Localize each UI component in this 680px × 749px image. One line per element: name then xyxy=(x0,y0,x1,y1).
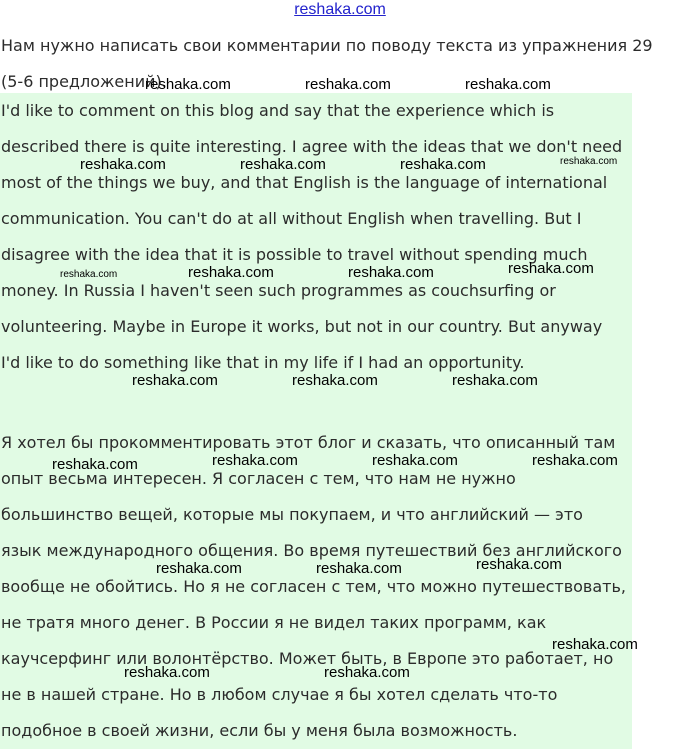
watermark: reshaka.com xyxy=(305,76,391,93)
watermark: reshaka.com xyxy=(145,76,231,93)
watermark: reshaka.com xyxy=(532,452,618,469)
watermark: reshaka.com xyxy=(132,372,218,389)
watermark: reshaka.com xyxy=(188,264,274,281)
watermark: reshaka.com xyxy=(560,156,618,167)
watermark: reshaka.com xyxy=(400,156,486,173)
answer-english: I'd like to comment on this blog and say that the experience which is described there is quite interesting. I agree with the ideas that we don't need most of the things we buy, and that English is the language of international communication. You can't do at all without English when travelling. But I disagree with the idea that it is possible to travel without spending much money. In Russia I haven't seen such programmes as couchsurfing or volunteering. Maybe in Europe it works, but not in our country. But anyway I'd like to do something like that in my life if I had an opportunity. xyxy=(1,101,623,372)
watermark: reshaka.com xyxy=(476,556,562,573)
watermark: reshaka.com xyxy=(324,664,410,681)
watermark: reshaka.com xyxy=(552,636,638,653)
answer-russian: Я хотел бы прокомментировать этот блог и сказать, что описанный там опыт весьма интересен. Я согласен с тем, что нам не нужно большинство вещей, которые мы покупаем, и что английский — это язык международного общения. Во время путешествий без английского вообще не обойтись. Но я не согласен с тем, что можно путешествовать, не тратя много денег. В России я не видел таких программ, как каучсерфинг или волонтёрство. Может быть, в Европе это работает, но не в нашей стране. Но в любом случае я бы хотел сделать что-то подобное в своей жизни, если бы у меня была возможность. xyxy=(1,433,626,740)
watermark: reshaka.com xyxy=(465,76,551,93)
watermark: reshaka.com xyxy=(240,156,326,173)
site-link[interactable]: reshaka.com xyxy=(294,1,386,18)
watermark: reshaka.com xyxy=(452,372,538,389)
watermark: reshaka.com xyxy=(60,269,118,280)
watermark: reshaka.com xyxy=(316,560,402,577)
watermark: reshaka.com xyxy=(372,452,458,469)
task-instruction: Нам нужно написать свои комментарии по поводу текста из упражнения 29 (5-6 предложений). xyxy=(1,36,653,91)
watermark: reshaka.com xyxy=(348,264,434,281)
watermark: reshaka.com xyxy=(52,456,138,473)
watermark: reshaka.com xyxy=(292,372,378,389)
watermark: reshaka.com xyxy=(156,560,242,577)
watermark: reshaka.com xyxy=(212,452,298,469)
watermark: reshaka.com xyxy=(508,260,594,277)
watermark: reshaka.com xyxy=(80,156,166,173)
watermark: reshaka.com xyxy=(124,664,210,681)
